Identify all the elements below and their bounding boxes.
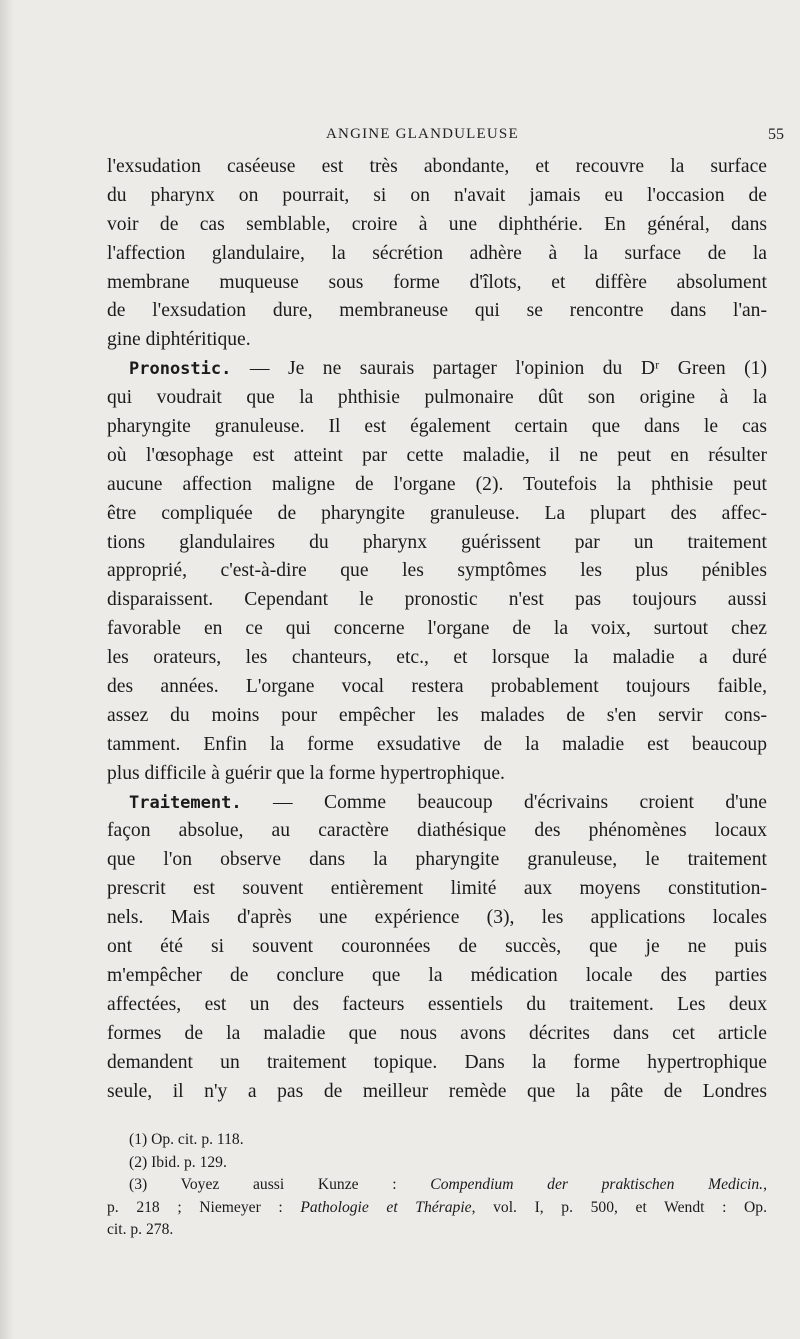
footnote-3-continued: p. 218 ; Niemeyer : Pathologie et Thérapie, vol. I, p. 500, et Wendt : Op. (107, 1198, 767, 1216)
text-line: de l'exsudation dure, membraneuse qui se rencontre dans l'an- (107, 300, 767, 322)
text-line: les orateurs, les chanteurs, etc., et lorsque la maladie a duré (107, 647, 767, 669)
text-line-content: — Comme beaucoup d'écrivains croient d'une (273, 791, 767, 813)
text-line: l'exsudation caséeuse est très abondante, et recouvre la surface (107, 156, 767, 177)
text-line: tamment. Enfin la forme exsudative de la maladie est beaucoup (107, 733, 767, 755)
section-label-traitement: Traitement. (129, 792, 242, 813)
text-line: plus difficile à guérir que la forme hypertrophique. (107, 762, 505, 784)
footnote-3: (3) Voyez aussi Kunze : Compendium der praktischen Medicin., (129, 1176, 767, 1193)
text-line: voir de cas semblable, croire à une diphthérie. En général, dans (107, 213, 767, 235)
footnote-3-end: cit. p. 278. (107, 1221, 174, 1238)
text-line: affectées, est un des facteurs essentiels du traitement. Les deux (107, 993, 767, 1015)
text-line: formes de la maladie que nous avons décrites dans cet article (107, 1022, 767, 1044)
running-header (0, 126, 800, 150)
footnotes (107, 1129, 767, 1242)
text-line: m'empêcher de conclure que la médication locale des parties (107, 964, 767, 986)
text-line: des années. L'organe vocal restera probablement toujours faible, (107, 676, 767, 698)
text-line: du pharynx on pourrait, si on n'avait jamais eu l'occasion de (107, 184, 767, 206)
page-number: 55 (768, 126, 784, 143)
text-line (107, 789, 767, 818)
running-title: ANGINE GLANDULEUSE (326, 126, 519, 142)
page-gutter-shadow (0, 0, 14, 1339)
section-label-pronostic: Pronostic. (129, 359, 232, 380)
text-line: l'affection glandulaire, la sécrétion adhère à la surface de la (107, 242, 767, 264)
text-line: approprié, c'est-à-dire que les symptômes les plus pénibles (107, 560, 767, 582)
text-line: où l'œsophage est atteint par cette maladie, il ne peut en résulter (107, 444, 767, 466)
text-line: demandent un traitement topique. Dans la forme hypertrophique (107, 1051, 767, 1073)
text-line: membrane muqueuse sous forme d'îlots, et diffère absolument (107, 271, 767, 293)
text-line: être compliquée de pharyngite granuleuse. La plupart des affec- (107, 502, 767, 524)
text-line: assez du moins pour empêcher les malades de s'en servir cons- (107, 704, 767, 726)
text-line: ont été si souvent couronnées de succès, que je ne puis (107, 936, 767, 958)
text-line: que l'on observe dans la pharyngite granuleuse, le traitement (107, 849, 767, 871)
text-line: aucune affection maligne de l'organe (2). Toutefois la phthisie peut (107, 473, 767, 495)
text-line (107, 355, 767, 384)
text-line: gine diphtéritique. (107, 329, 251, 351)
text-line: prescrit est souvent entièrement limité aux moyens constitution- (107, 878, 767, 900)
text-line: nels. Mais d'après une expérience (3), les applications locales (107, 907, 767, 929)
text-line: favorable en ce qui concerne l'organe de la voix, surtout chez (107, 618, 767, 640)
text-line: qui voudrait que la phthisie pulmonaire dût son origine à la (107, 387, 767, 409)
body-text (107, 153, 767, 1106)
footnote-2: (2) Ibid. p. 129. (129, 1153, 227, 1171)
footnote-1: (1) Op. cit. p. 118. (129, 1131, 244, 1148)
text-line-content: — Je ne saurais partager l'opinion du Dʳ Green (1) (249, 358, 767, 380)
text-line: disparaissent. Cependant le pronostic n'est pas toujours aussi (107, 589, 767, 611)
text-line: pharyngite granuleuse. Il est également certain que dans le cas (107, 416, 767, 438)
text-line: tions glandulaires du pharynx guérissent par un traitement (107, 531, 767, 553)
text-line: façon absolue, au caractère diathésique des phénomènes locaux (107, 820, 767, 842)
text-line: seule, il n'y a pas de meilleur remède que la pâte de Londres (107, 1080, 767, 1102)
